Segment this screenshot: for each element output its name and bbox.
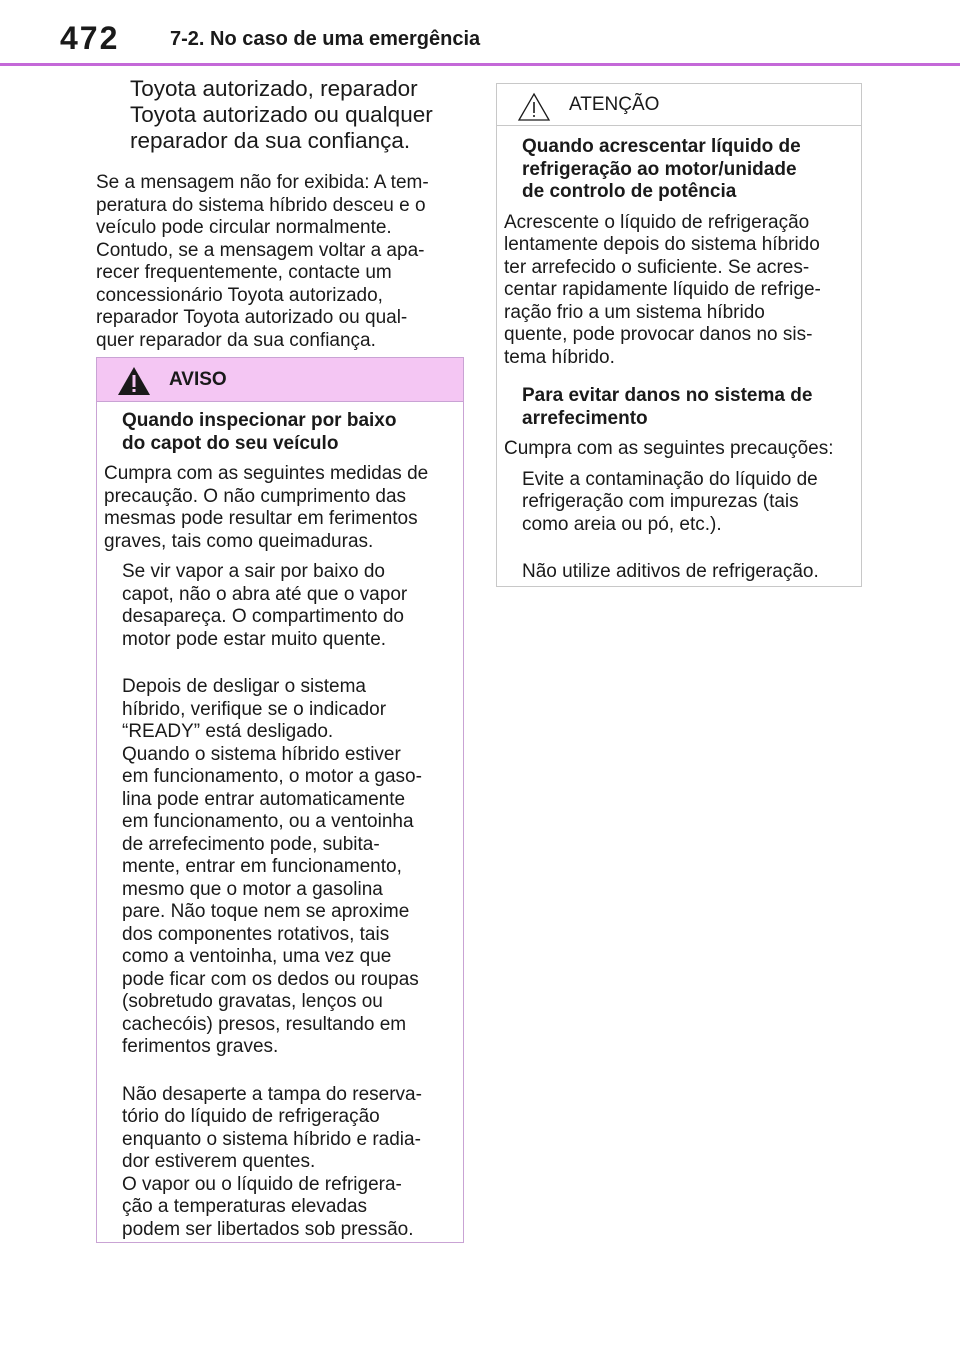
text-line: como a ventoinha, uma vez que bbox=[122, 946, 392, 967]
text-line: refrigeração com impurezas (tais bbox=[522, 491, 799, 512]
text-line: graves, tais como queimaduras. bbox=[104, 530, 374, 552]
text-line: ferimentos graves. bbox=[122, 1036, 279, 1057]
text-line: podem ser libertados sob pressão. bbox=[122, 1218, 414, 1240]
text-line: Se vir vapor a sair por baixo do bbox=[122, 561, 385, 582]
text-line: (sobretudo gravatas, lenços ou bbox=[122, 991, 383, 1012]
text-line: motor pode estar muito quente. bbox=[122, 628, 387, 650]
aviso-item bbox=[122, 1084, 455, 1242]
caution-triangle-icon bbox=[517, 92, 551, 122]
warning-triangle-icon bbox=[117, 366, 151, 396]
text-line: concessionário Toyota autorizado, bbox=[96, 284, 383, 306]
text-line: de controlo de potência bbox=[522, 181, 737, 202]
text-line: Quando acrescentar líquido de bbox=[522, 136, 801, 157]
text-line: Se a mensagem não for exibida: A tem- bbox=[96, 172, 429, 193]
atencao-label: ATENÇÃO bbox=[569, 94, 660, 115]
aviso-item bbox=[122, 676, 455, 1059]
text-line: do capot do seu veículo bbox=[122, 432, 339, 454]
atencao-body bbox=[497, 126, 861, 584]
text-line: Cumpra com as seguintes medidas de bbox=[104, 463, 429, 484]
text-line: capot, não o abra até que o vapor bbox=[122, 583, 408, 605]
atencao-subheading bbox=[522, 136, 853, 204]
text-line: arrefecimento bbox=[522, 407, 648, 429]
text-line: O vapor ou o líquido de refrigera- bbox=[122, 1173, 402, 1195]
left-column bbox=[96, 76, 464, 352]
text-line: “READY” está desligado. bbox=[122, 721, 334, 742]
aviso-item bbox=[122, 561, 455, 651]
page-header bbox=[0, 0, 960, 66]
aviso-intro bbox=[104, 463, 455, 553]
text-line: Evite a contaminação do líquido de bbox=[522, 468, 818, 490]
text-line: Para evitar danos no sistema de bbox=[522, 385, 813, 406]
page-number: 472 bbox=[60, 20, 120, 56]
text-line: em funcionamento, ou a ventoinha bbox=[122, 811, 414, 832]
text-line: cachecóis) presos, resultando em bbox=[122, 1013, 407, 1035]
atencao-text bbox=[504, 212, 853, 370]
text-line: ter arrefecido o suficiente. Se acres- bbox=[504, 256, 810, 278]
text-line: pode ficar com os dedos ou roupas bbox=[122, 968, 419, 990]
text-line: lentamente depois do sistema híbrido bbox=[504, 234, 820, 255]
text-line: Quando o sistema híbrido estiver bbox=[122, 743, 401, 765]
text-line: ração frio a um sistema híbrido bbox=[504, 301, 765, 323]
text-line: quer reparador da sua confiança. bbox=[96, 329, 376, 351]
text-line: Depois de desligar o sistema bbox=[122, 676, 366, 697]
text-line: mesmo que o motor a gasolina bbox=[122, 878, 383, 900]
text-line: em funcionamento, o motor a gaso- bbox=[122, 766, 422, 787]
text-line: enquanto o sistema híbrido e radia- bbox=[122, 1128, 421, 1150]
text-line: pare. Não toque nem se aproxime bbox=[122, 901, 410, 922]
text-line: Toyota autorizado ou qualquer bbox=[130, 102, 433, 127]
atencao-item: Não utilize aditivos de refrigeração. bbox=[522, 561, 819, 582]
text-line: Toyota autorizado, reparador bbox=[130, 76, 418, 101]
aviso-header bbox=[97, 358, 463, 402]
text-line: tema híbrido. bbox=[504, 346, 615, 368]
text-line: reparador da sua confiança. bbox=[130, 128, 411, 153]
text-line: Contudo, se a mensagem voltar a apa- bbox=[96, 239, 425, 261]
text-line: precaução. O não cumprimento das bbox=[104, 485, 407, 507]
text-line: dor estiverem quentes. bbox=[122, 1151, 316, 1172]
text-line: tório do líquido de refrigeração bbox=[122, 1106, 380, 1127]
atencao-subheading bbox=[522, 385, 853, 430]
text-line: mente, entrar em funcionamento, bbox=[122, 856, 402, 877]
atencao-item bbox=[522, 469, 853, 537]
aviso-box bbox=[96, 357, 464, 1243]
atencao-box bbox=[496, 83, 862, 587]
text-line: veículo pode circular normalmente. bbox=[96, 217, 392, 238]
atencao-header bbox=[497, 84, 861, 126]
section-title: 7-2. No caso de uma emergência bbox=[170, 28, 481, 50]
header-divider bbox=[0, 63, 960, 66]
text-line: centar rapidamente líquido de refrige- bbox=[504, 279, 821, 300]
text-line: quente, pode provocar danos no sis- bbox=[504, 324, 813, 345]
atencao-text: Cumpra com as seguintes precauções: bbox=[504, 438, 834, 459]
text-line: peratura do sistema híbrido desceu e o bbox=[96, 194, 426, 216]
text-line: como areia ou pó, etc.). bbox=[522, 513, 722, 535]
text-line: dos componentes rotativos, tais bbox=[122, 923, 390, 945]
text-line: Não desaperte a tampa do reserva- bbox=[122, 1083, 422, 1105]
text-line: ção a temperaturas elevadas bbox=[122, 1196, 368, 1217]
text-line: mesmas pode resultar em ferimentos bbox=[104, 508, 418, 529]
text-line: Quando inspecionar por baixo bbox=[122, 410, 397, 431]
text-line: refrigeração ao motor/unidade bbox=[522, 158, 797, 180]
aviso-subheading bbox=[122, 410, 455, 455]
body-paragraph bbox=[96, 172, 464, 352]
text-line: desapareça. O compartimento do bbox=[122, 606, 404, 627]
continued-text bbox=[130, 76, 464, 154]
text-line: de arrefecimento pode, subita- bbox=[122, 833, 380, 855]
aviso-body bbox=[97, 402, 463, 1241]
text-line: híbrido, verifique se o indicador bbox=[122, 698, 387, 720]
text-line: reparador Toyota autorizado ou qual- bbox=[96, 307, 408, 328]
text-line: Acrescente o líquido de refrigeração bbox=[504, 211, 810, 233]
aviso-label: AVISO bbox=[169, 369, 227, 390]
text-line: recer frequentemente, contacte um bbox=[96, 262, 392, 283]
text-line: lina pode entrar automaticamente bbox=[122, 788, 406, 810]
